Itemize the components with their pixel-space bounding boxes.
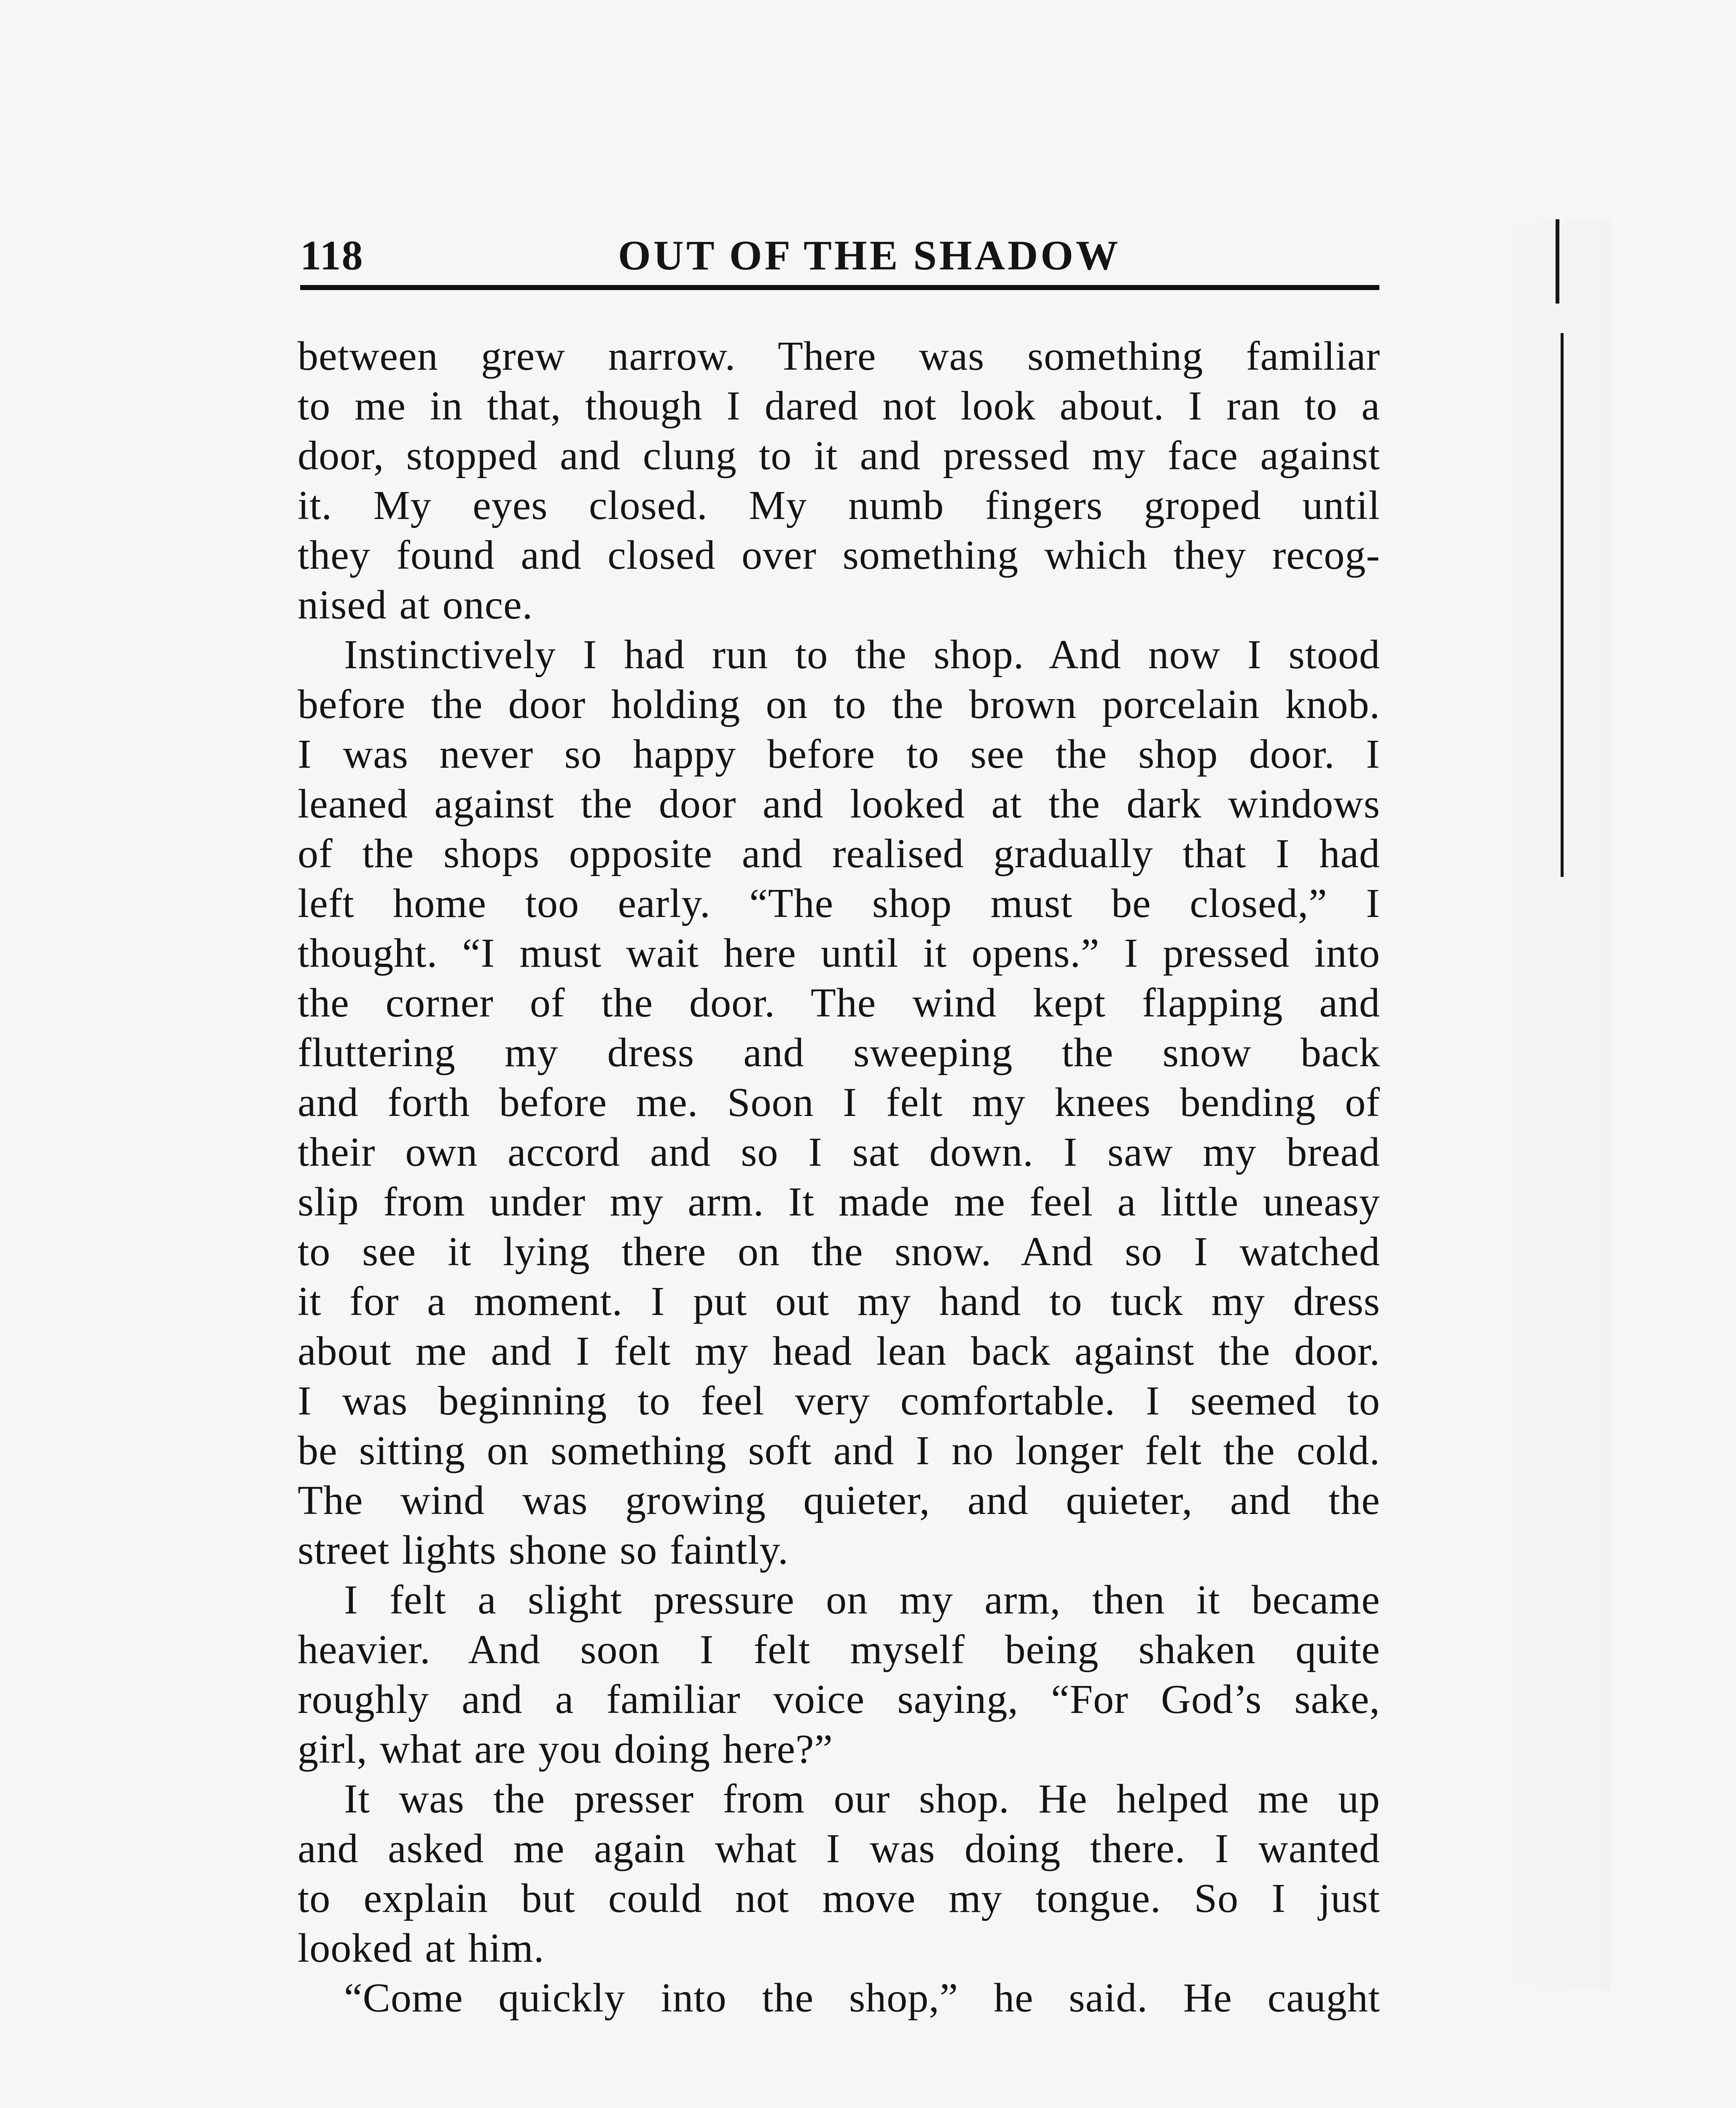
gutter-line-upper (1556, 219, 1559, 304)
text-line: and asked me again what I was doing there. I wanted (298, 1826, 1380, 1871)
text-line: nised at once. (298, 582, 533, 628)
text-line: about me and I felt my head lean back against the door. (298, 1328, 1380, 1374)
text-line: slip from under my arm. It made me feel a little uneasy (298, 1179, 1380, 1225)
text-line: before the door holding on to the brown porcelain knob. (298, 682, 1380, 727)
text-line: of the shops opposite and realised gradually that I had (298, 831, 1380, 877)
text-line: left home too early. “The shop must be closed,” I (298, 881, 1380, 926)
header-rule (300, 285, 1379, 290)
text-line: roughly and a familiar voice saying, “For God’s sake, (298, 1677, 1380, 1722)
text-line: thought. “I must wait here until it opens.” I pressed into (298, 930, 1380, 976)
text-line: and forth before me. Soon I felt my knees bending of (298, 1080, 1380, 1125)
text-line: I was never so happy before to see the shop door. I (298, 731, 1380, 777)
text-line: they found and closed over something which they recog- (298, 532, 1380, 578)
text-line: leaned against the door and looked at the dark windows (298, 781, 1380, 827)
text-line: fluttering my dress and sweeping the snow back (298, 1030, 1380, 1076)
text-line: to see it lying there on the snow. And so I watched (298, 1229, 1380, 1274)
page-number: 118 (300, 232, 364, 279)
text-line: it. My eyes closed. My numb fingers groped until (298, 483, 1380, 528)
text-line: I was beginning to feel very comfortable. I seemed to (298, 1378, 1380, 1424)
text-line: door, stopped and clung to it and pressed my face against (298, 433, 1380, 479)
text-line: to me in that, though I dared not look about. I ran to a (298, 383, 1380, 429)
text-line: The wind was growing quieter, and quieter, and the (298, 1478, 1380, 1523)
gutter-line-lower (1561, 333, 1564, 877)
text-line: be sitting on something soft and I no longer felt the cold. (298, 1428, 1380, 1473)
text-line: their own accord and so I sat down. I saw my bread (298, 1129, 1380, 1175)
text-line: I felt a slight pressure on my arm, then it became (344, 1577, 1380, 1623)
text-line: between grew narrow. There was something familiar (298, 333, 1380, 379)
page-header (300, 231, 1379, 277)
text-line: to explain but could not move my tongue. So I just (298, 1876, 1380, 1921)
show-through-shadow (1492, 219, 1610, 1990)
running-head: OUT OF THE SHADOW (618, 232, 1121, 279)
text-line: girl, what are you doing here?” (298, 1726, 833, 1772)
body-text (298, 331, 1380, 2023)
text-line: looked at him. (298, 1925, 545, 1971)
text-line: heavier. And soon I felt myself being shaken quite (298, 1627, 1380, 1672)
text-line: the corner of the door. The wind kept flapping and (298, 980, 1380, 1026)
text-line: It was the presser from our shop. He helped me up (344, 1776, 1380, 1822)
text-line: “Come quickly into the shop,” he said. He caught (344, 1975, 1380, 2021)
text-line: Instinctively I had run to the shop. And now I stood (344, 632, 1380, 678)
text-line: street lights shone so faintly. (298, 1527, 789, 1573)
text-line: it for a moment. I put out my hand to tuck my dress (298, 1279, 1380, 1324)
